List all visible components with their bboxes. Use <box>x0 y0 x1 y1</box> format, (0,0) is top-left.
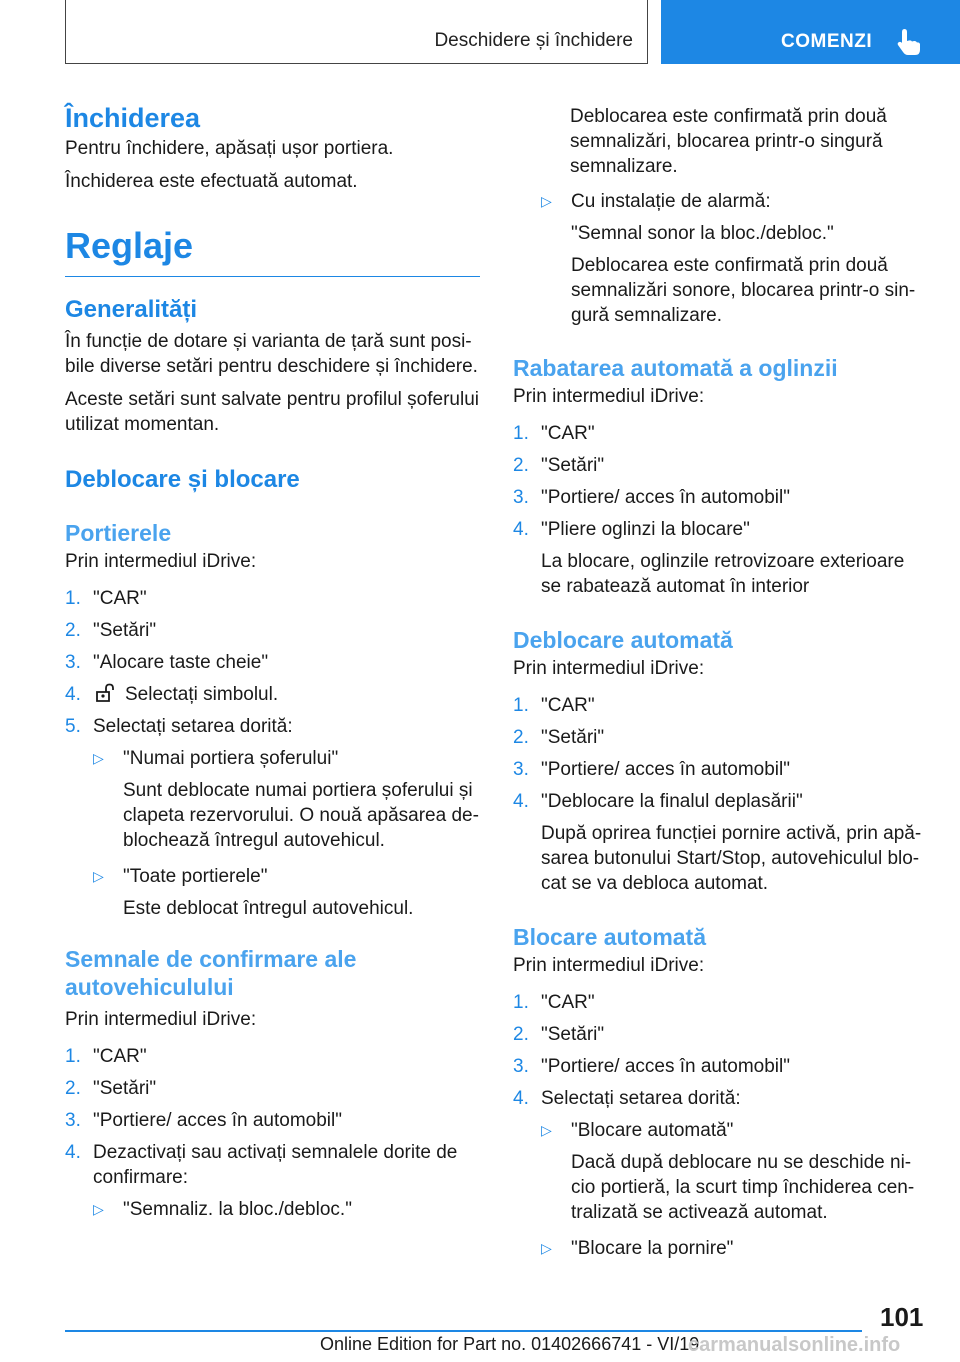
step-number: 2. <box>513 455 529 476</box>
auto-lock-intro: Prin intermediul iDrive: <box>513 955 705 976</box>
page-header <box>0 0 960 66</box>
list-item <box>541 189 928 328</box>
doors-intro: Prin intermediul iDrive: <box>65 551 257 572</box>
chapter-tab-label: COMENZI <box>781 31 873 52</box>
step-text: "CAR" <box>541 695 595 716</box>
chapter-tab <box>661 0 960 64</box>
step-number: 3. <box>513 487 529 508</box>
step-text: Selectați simbolul. <box>125 684 279 705</box>
closing-paragraph-2: Închiderea este efectuată automat. <box>65 171 358 192</box>
step-text: "CAR" <box>93 1046 147 1067</box>
list-item <box>93 746 480 853</box>
triangle-bullet-icon: ▷ <box>541 1240 552 1256</box>
continued-option-text <box>570 104 928 179</box>
option-description: Deblocarea este confirmată prin două semnalizări, blocarea printr-o singură semnalizare. <box>570 106 887 177</box>
triangle-bullet-icon: ▷ <box>541 193 552 209</box>
option-description: Deblocarea este confirmată prin două semnalizări sonore, blocarea printr-o sin‐ gură semnalizare. <box>571 255 916 326</box>
step-text: "Setări" <box>93 620 157 641</box>
hand-pointer-icon <box>896 28 922 56</box>
step-text: "Portiere/ acces în automobil" <box>541 759 790 780</box>
list-item <box>513 693 928 718</box>
step-text: "Pliere oglinzi la blocare" <box>541 519 750 540</box>
unlocked-padlock-icon <box>93 683 117 703</box>
step-number: 2. <box>65 1078 81 1099</box>
list-item <box>513 1022 928 1047</box>
footer-divider <box>65 1330 862 1332</box>
triangle-bullet-icon: ▷ <box>541 1122 552 1138</box>
step-text: Selectați setarea dorită: <box>541 1088 741 1109</box>
list-item <box>541 1118 928 1225</box>
section-title: Deschidere și închidere <box>434 30 633 51</box>
list-item <box>65 1108 480 1133</box>
general-heading: Generalități <box>65 296 198 323</box>
list-item <box>65 586 480 611</box>
step-number: 3. <box>513 1056 529 1077</box>
step-number: 3. <box>513 759 529 780</box>
list-item <box>513 517 928 599</box>
step-number: 1. <box>513 423 529 444</box>
auto-unlock-heading: Deblocare automată <box>513 627 733 653</box>
list-item <box>513 485 928 510</box>
step-number: 3. <box>65 652 81 673</box>
step-number: 4. <box>65 684 81 705</box>
step-number: 1. <box>513 695 529 716</box>
list-item <box>93 1197 480 1222</box>
step-description: După oprirea funcției pornire activă, prin apă‐ sarea butonului Start/Stop, autovehiculul blo‐ cat se va debloca automat. <box>541 823 922 894</box>
step-number: 4. <box>65 1142 81 1163</box>
auto-unlock-intro: Prin intermediul iDrive: <box>513 658 705 679</box>
list-item <box>65 1076 480 1101</box>
list-item <box>513 789 928 896</box>
step-number: 5. <box>65 716 81 737</box>
list-item <box>65 682 480 707</box>
doors-heading: Portierele <box>65 520 172 546</box>
step-number: 2. <box>513 727 529 748</box>
option-description: Este deblocat întregul autovehicul. <box>123 898 414 919</box>
step-number: 2. <box>65 620 81 641</box>
option-title: "Numai portiera șoferului" <box>123 748 339 769</box>
confirmation-intro: Prin intermediul iDrive: <box>65 1009 257 1030</box>
step-number: 4. <box>513 1088 529 1109</box>
option-title: Cu instalație de alarmă: <box>571 191 771 212</box>
auto-lock-heading: Blocare automată <box>513 924 707 950</box>
option-title: "Blocare automată" <box>571 1120 734 1141</box>
step-text: "CAR" <box>93 588 147 609</box>
step-number: 4. <box>513 791 529 812</box>
step-text: "Portiere/ acces în automobil" <box>93 1110 342 1131</box>
list-item <box>513 453 928 478</box>
option-title: "Toate portierele" <box>123 866 268 887</box>
step-text: "Setări" <box>541 727 605 748</box>
step-number: 1. <box>65 1046 81 1067</box>
step-number: 3. <box>65 1110 81 1131</box>
footer-edition: Online Edition for Part no. 01402666741 - VI/19 <box>320 1334 700 1354</box>
mirror-folding-heading: Rabatarea automată a oglinzii <box>513 355 838 381</box>
step-number: 1. <box>513 992 529 1013</box>
step-text: "Setări" <box>93 1078 157 1099</box>
list-item <box>65 618 480 643</box>
list-item <box>65 1140 480 1190</box>
step-text: "Deblocare la finalul deplasării" <box>541 791 803 812</box>
step-text: Dezactivați sau activați semnalele dorite de confirmare: <box>93 1142 458 1188</box>
step-text: "CAR" <box>541 423 595 444</box>
step-text: "Setări" <box>541 1024 605 1045</box>
mirror-intro: Prin intermediul iDrive: <box>513 386 705 407</box>
list-item <box>513 1086 928 1111</box>
triangle-bullet-icon: ▷ <box>93 750 104 766</box>
closing-heading: Închiderea <box>65 103 201 133</box>
option-title: "Blocare la pornire" <box>571 1238 734 1259</box>
list-item <box>513 421 928 446</box>
confirmation-signals-heading: Semnale de confirmare ale autovehiculului <box>65 946 357 1000</box>
step-text: "CAR" <box>541 992 595 1013</box>
page-number: 101 <box>880 1302 924 1332</box>
step-number: 4. <box>513 519 529 540</box>
triangle-bullet-icon: ▷ <box>93 868 104 884</box>
general-paragraph-2: Aceste setări sunt salvate pentru profilul șoferului utilizat momentan. <box>65 389 479 435</box>
section-header-box <box>65 0 648 64</box>
list-item <box>513 725 928 750</box>
step-description: La blocare, oglinzile retrovizoare exterioare se rabatează automat în interior <box>541 551 905 597</box>
list-item <box>513 990 928 1015</box>
closing-paragraph-1: Pentru închidere, apăsați ușor portiera. <box>65 138 394 159</box>
step-text: "Alocare taste cheie" <box>93 652 269 673</box>
list-item <box>65 1044 480 1069</box>
settings-heading: Reglaje <box>65 224 480 277</box>
option-title: "Semnaliz. la bloc./debloc." <box>123 1199 352 1220</box>
option-value: "Semnal sonor la bloc./debloc." <box>571 223 834 244</box>
watermark: carmanualsonline.info <box>688 1334 901 1356</box>
left-column <box>65 96 480 1222</box>
list-item <box>513 757 928 782</box>
triangle-bullet-icon: ▷ <box>93 1201 104 1217</box>
step-number: 2. <box>513 1024 529 1045</box>
list-item <box>93 864 480 921</box>
list-item <box>513 1054 928 1079</box>
step-text: Selectați setarea dorită: <box>93 716 293 737</box>
list-item <box>541 1236 928 1261</box>
general-paragraph-1: În funcție de dotare și varianta de țară sunt posi‐ bile diverse setări pentru deschidere și închidere. <box>65 331 478 377</box>
option-description: Dacă după deblocare nu se deschide ni‐ cio portieră, la scurt timp închiderea cen‐ tralizată se activează automat. <box>571 1152 915 1223</box>
list-item <box>65 714 480 739</box>
right-column <box>513 104 928 1261</box>
step-number: 1. <box>65 588 81 609</box>
unlock-lock-heading: Deblocare și blocare <box>65 466 300 493</box>
list-item <box>65 650 480 675</box>
step-text: "Setări" <box>541 455 605 476</box>
step-text: "Portiere/ acces în automobil" <box>541 1056 790 1077</box>
step-text: "Portiere/ acces în automobil" <box>541 487 790 508</box>
option-description: Sunt deblocate numai portiera șoferului și clapeta rezervorului. O nouă apăsarea de‐ blochează întregul autovehicul. <box>123 780 479 851</box>
